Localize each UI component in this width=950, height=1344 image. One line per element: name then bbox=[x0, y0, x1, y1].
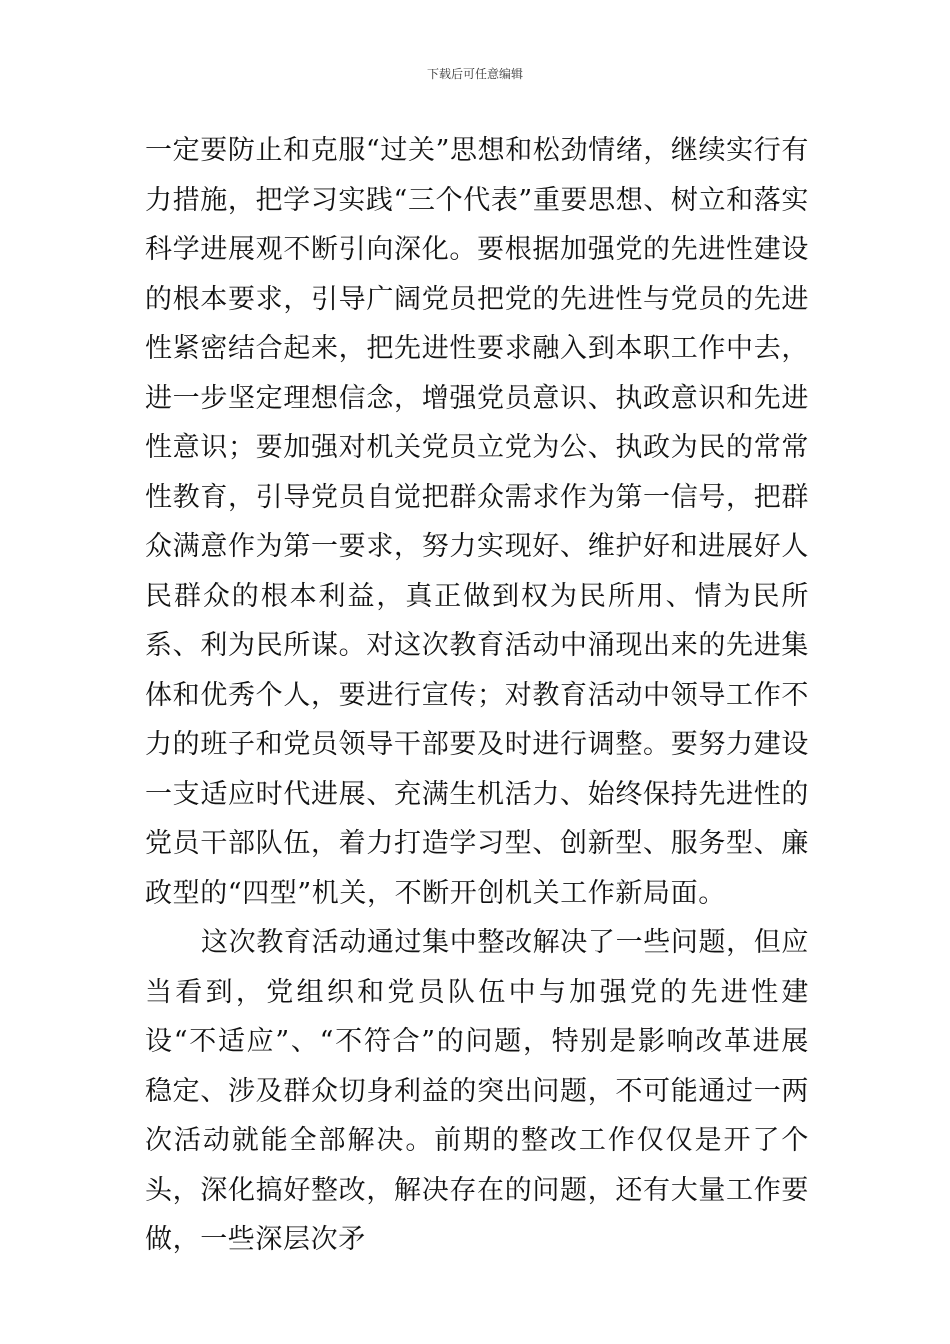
paragraph-1: 一定要防止和克服“过关”思想和松劲情绪，继续实行有力措施，把学习实践“三个代表”重要思想、树立和落实科学进展观不断引向深化。要根据加强党的先进性建设的根本要求，引导广阔党员把党的先进性与党员的先进性紧密结合起来，把先进性要求融入到本职工作中去，进一步坚定理想信念，增强党员意识、执政意识和先进性意识；要加强对机关党员立党为公、执政为民的常常性教育，引导党员自觉把群众需求作为第一信号，把群众满意作为第一要求，努力实现好、维护好和进展好人民群众的根本利益，真正做到权为民所用、情为民所系、利为民所谋。对这次教育活动中涌现出来的先进集体和优秀个人，要进行宣传；对教育活动中领导工作不力的班子和党员领导干部要及时进行调整。要努力建设一支适应时代进展、充满生机活力、始终保持先进性的党员干部队伍，着力打造学习型、创新型、服务型、廉政型的“四型”机关，不断开创机关工作新局面。 bbox=[145, 135, 809, 909]
page-header: 下载后可任意编辑 bbox=[426, 67, 523, 81]
paragraph-2: 这次教育活动通过集中整改解决了一些问题，但应当看到，党组织和党员队伍中与加强党的先进性建设“不适应”、“不符合”的问题，特别是影响改革进展稳定、涉及群众切身利益的突出问题，不可能通过一两次活动就能全部解决。前期的整改工作仅仅是开了个头，深化搞好整改，解决存在的问题，还有大量工作要做，一些深层次矛 bbox=[145, 927, 809, 1255]
document-body bbox=[145, 126, 809, 1265]
